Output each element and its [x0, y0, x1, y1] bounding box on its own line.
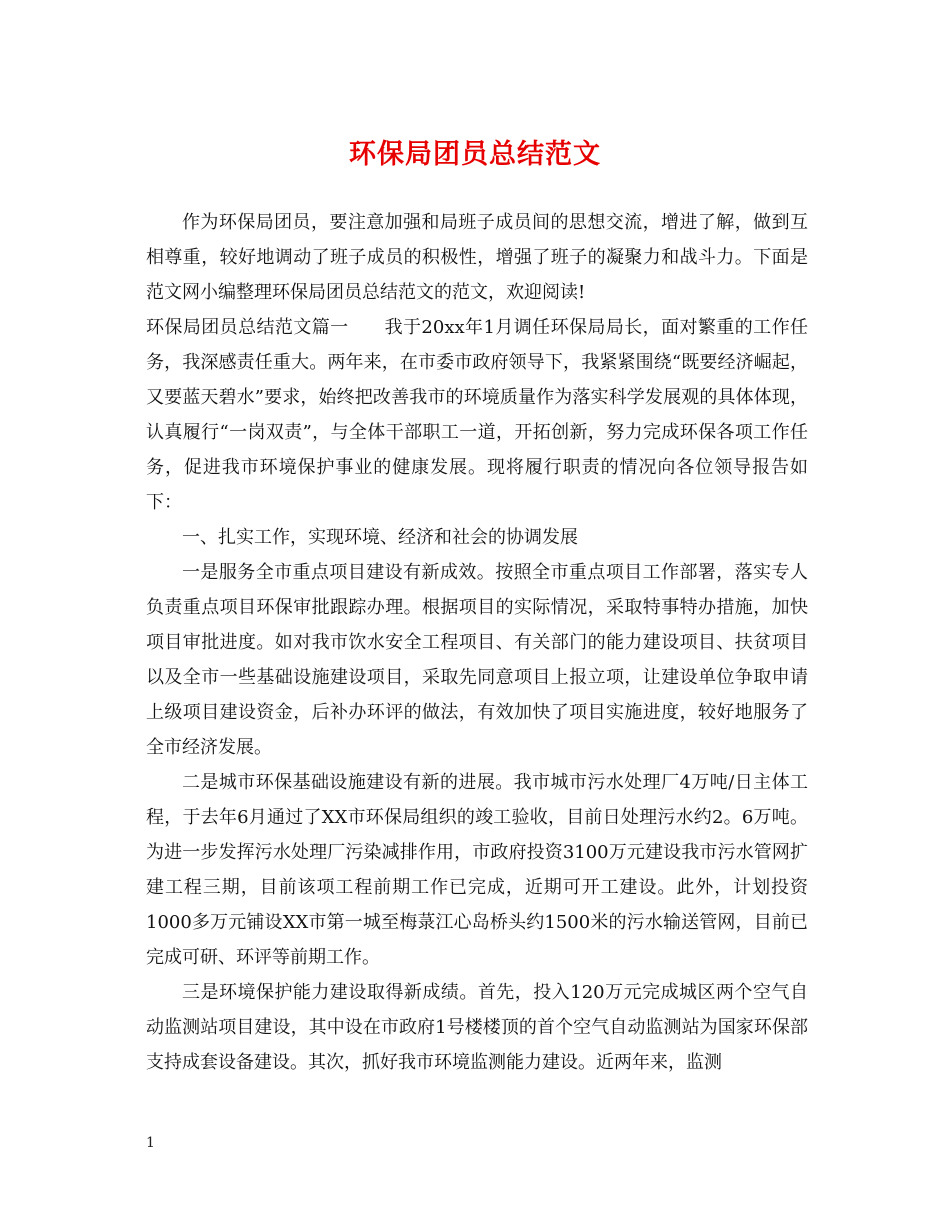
paragraph-capacity-building: 三是环境保护能力建设取得新成绩。首先，投入120万元完成城区两个空气自动监测站项目建设，其中设在市政府1号楼楼顶的首个空气自动监测站为国家环保部支持成套设备建设。其次，抓好我市环境监测能力建设。近两年来，监测: [146, 982, 808, 1073]
paragraph-infrastructure: 二是城市环保基础设施建设有新的进展。我市城市污水处理厂4万吨/日主体工程，于去年6月通过了XX市环保局组织的竣工验收，目前日处理污水约2。6万吨。为进一步发挥污水处理厂污染减排作用，市政府投资3100万元建设我市污水管网扩建工程三期，目前该项工程前期工作已完成，近期可开工建设。此外，计划投资1000多万元铺设XX市第一城至梅菉江心岛桥头约1500米的污水输送管网，目前已完成可研、环评等前期工作。: [146, 772, 808, 968]
page-number: 1: [146, 1135, 155, 1151]
document-body: [146, 205, 808, 1080]
document-title: 环保局团员总结范文: [349, 139, 601, 170]
section-one-paragraph: [146, 310, 808, 520]
heading-one: 一、扎实工作，实现环境、经济和社会的协调发展: [182, 527, 578, 548]
section-one-text: 我于20xx年1月调任环保局局长，面对繁重的工作任务，我深感责任重大。两年来，在市委市政府领导下，我紧紧围绕“既要经济崛起，又要蓝天碧水”要求，始终把改善我市的环境质量作为落实科学发展观的具体体现，认真履行“一岗双责”，与全体干部职工一道，开拓创新，努力完成环保各项工作任务，促进我市环境保护事业的健康发展。现将履行职责的情况向各位领导报告如下：: [146, 317, 808, 513]
section-one-label: 环保局团员总结范文篇一: [146, 317, 349, 338]
paragraph-project-services: 一是服务全市重点项目建设有新成效。按照全市重点项目工作部署，落实专人负责重点项目环保审批跟踪办理。根据项目的实际情况，采取特事特办措施，加快项目审批进度。如对我市饮水安全工程项目、有关部门的能力建设项目、扶贫项目以及全市一些基础设施建设项目，采取先同意项目上报立项，让建设单位争取申请上级项目建设资金，后补办环评的做法，有效加快了项目实施进度，较好地服务了全市经济发展。: [146, 562, 808, 758]
intro-paragraph: 作为环保局团员，要注意加强和局班子成员间的思想交流，增进了解，做到互相尊重，较好地调动了班子成员的积极性，增强了班子的凝聚力和战斗力。下面是范文网小编整理环保局团员总结范文的范文，欢迎阅读!: [146, 212, 808, 303]
